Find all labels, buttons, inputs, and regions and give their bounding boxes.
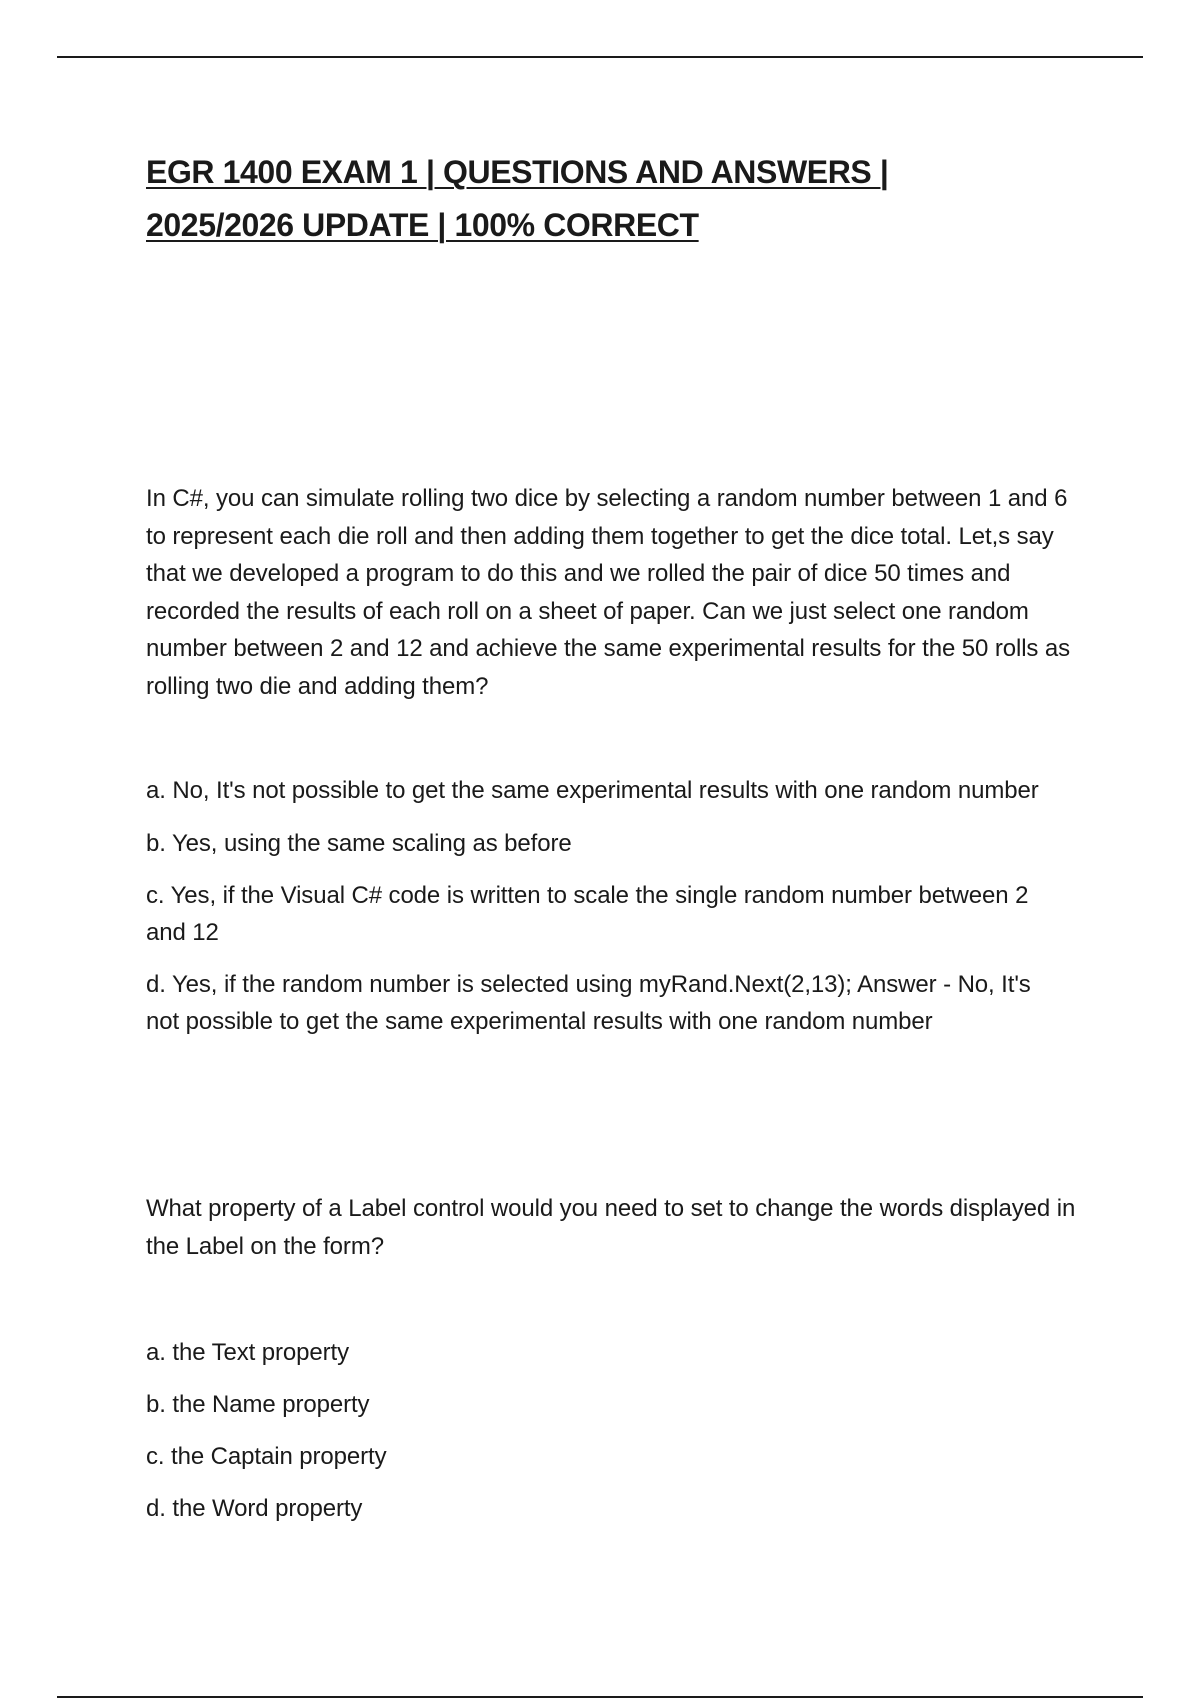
question-2-text: What property of a Label control would you need to set to change the words displayed in the Label on the form?: [146, 1195, 1076, 1260]
document-title: [146, 146, 1046, 252]
question-1-text: In C#, you can simulate rolling two dice by selecting a random number between 1 and 6 to represent each die roll and then adding them together to get the dice total. Let,s say that we developed a program to do this and we rolled the pair of dice 50 times and recorded the results of each roll on a sheet of paper. Can we just select one random number between 2 and 12 and achieve the same experimental results for the 50 rolls as rolling two die and adding them?: [146, 485, 1071, 700]
question-2-option-c: c. the Captain property: [146, 1443, 387, 1470]
question-1-option-c: c. Yes, if the Visual C# code is written to scale the single random number between 2 and 12: [146, 882, 1029, 946]
question-1-option-d: d. Yes, if the random number is selected using myRand.Next(2,13); Answer - No, It's not possible to get the same experimental results with one random number: [146, 971, 1031, 1035]
title-line-2: 2025/2026 UPDATE | 100% CORRECT: [146, 207, 699, 243]
question-1-option-a: a. No, It's not possible to get the same experimental results with one random number: [146, 777, 1039, 804]
question-2-option-b: b. the Name property: [146, 1391, 370, 1418]
question-1-options: [146, 773, 1046, 1056]
question-2-option-a: a. the Text property: [146, 1339, 350, 1366]
question-2-option-d: d. the Word property: [146, 1495, 363, 1522]
question-2-options: [146, 1335, 1046, 1543]
bottom-divider: [57, 1696, 1143, 1698]
title-line-1: EGR 1400 EXAM 1 | QUESTIONS AND ANSWERS |: [146, 154, 889, 190]
top-divider: [57, 56, 1143, 58]
question-1-option-b: b. Yes, using the same scaling as before: [146, 829, 572, 857]
